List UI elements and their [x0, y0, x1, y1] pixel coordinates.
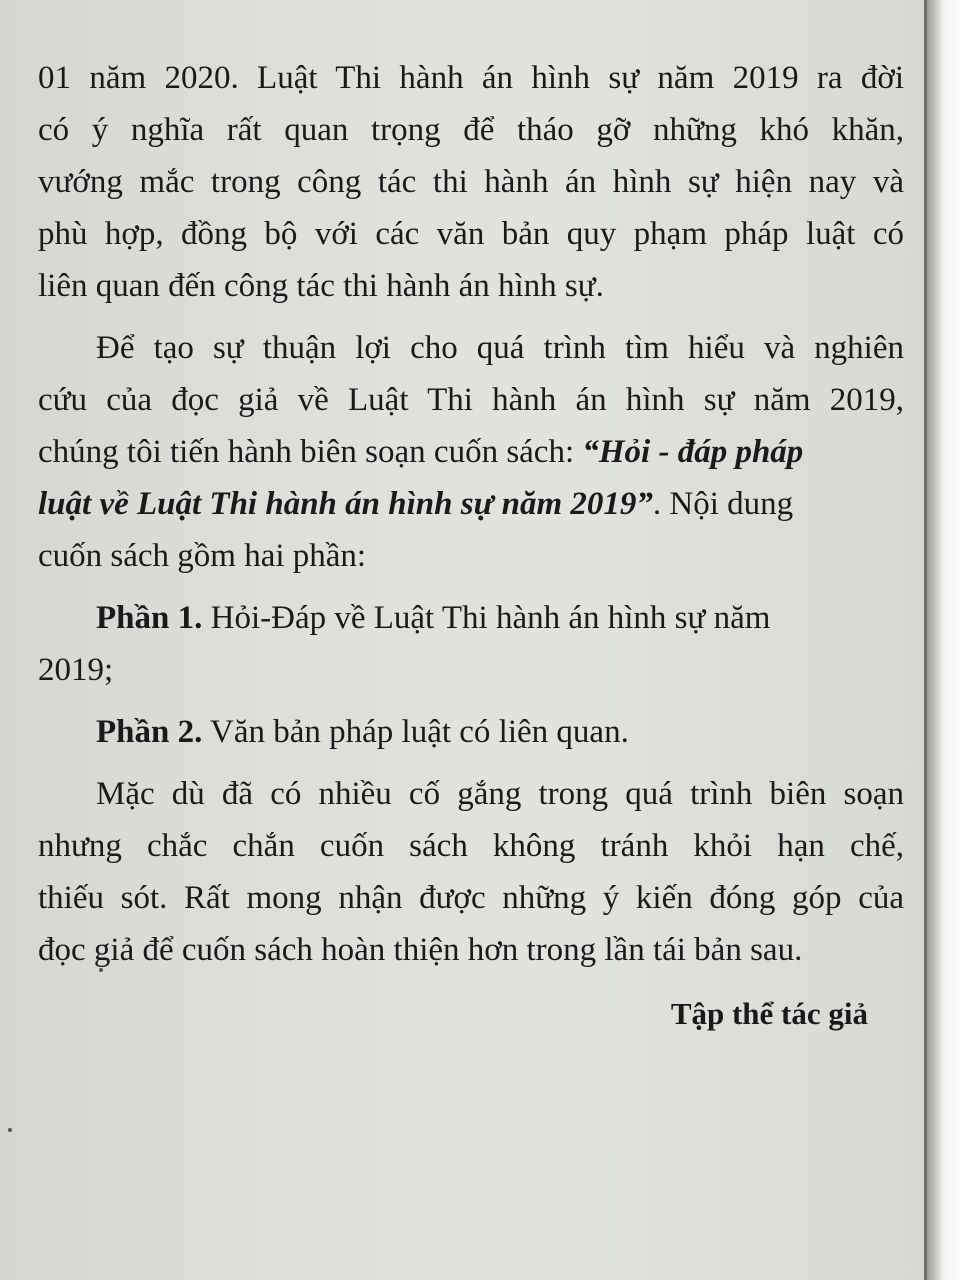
text-line: [38, 478, 904, 530]
text-line: 2019;: [38, 652, 114, 688]
text-line: [38, 426, 904, 478]
text-run: chúng tôi tiến hành biên soạn cuốn sách:: [38, 434, 583, 470]
part-1-item: [38, 592, 904, 696]
paragraph-closing: [38, 768, 904, 976]
page-edge: [924, 0, 960, 1280]
text-line: thiếu sót. Rất mong nhận được những ý kiến đóng góp của: [38, 880, 904, 916]
print-speck: [99, 968, 103, 972]
paragraph-book-purpose: [38, 322, 904, 582]
text-line: đọc giả để cuốn sách hoàn thiện hơn trong lần tái bản sau.: [38, 932, 803, 968]
part-2-item: [38, 706, 904, 758]
text-run: . Nội dung: [652, 486, 794, 522]
book-title-part-1: “Hỏi - đáp pháp: [582, 434, 804, 470]
text-line: [38, 706, 904, 758]
text-line: cứu của đọc giả về Luật Thi hành án hình sự năm 2019,: [38, 382, 904, 418]
text-line: Mặc dù đã có nhiều cố gắng trong quá trình biên soạn: [96, 776, 904, 812]
text-line: cuốn sách gồm hai phần:: [38, 538, 367, 574]
text-line: có ý nghĩa rất quan trọng để tháo gỡ những khó khăn,: [38, 112, 904, 148]
body-text: [38, 52, 904, 976]
text-line: nhưng chắc chắn cuốn sách không tránh khỏi hạn chế,: [38, 828, 904, 864]
part-2-label: Phần 2.: [96, 714, 203, 750]
part-2-text: Văn bản pháp luật có liên quan.: [202, 714, 629, 750]
text-line: [38, 592, 904, 644]
part-1-label: Phần 1.: [96, 600, 203, 636]
text-line: 01 năm 2020. Luật Thi hành án hình sự năm 2019 ra đời: [38, 60, 904, 96]
print-speck: [8, 1128, 12, 1132]
part-1-text: Hỏi-Đáp về Luật Thi hành án hình sự năm: [202, 600, 771, 636]
book-title-part-2: luật về Luật Thi hành án hình sự năm 2019”: [38, 486, 653, 522]
text-line: vướng mắc trong công tác thi hành án hình sự hiện nay và: [38, 164, 904, 200]
text-line: phù hợp, đồng bộ với các văn bản quy phạm pháp luật có: [38, 216, 904, 252]
text-line: liên quan đến công tác thi hành án hình sự.: [38, 268, 604, 304]
author-signature: Tập thể tác giả: [670, 996, 868, 1031]
paragraph-intro-continuation: [38, 52, 904, 312]
text-line: Để tạo sự thuận lợi cho quá trình tìm hiểu và nghiên: [96, 330, 904, 366]
